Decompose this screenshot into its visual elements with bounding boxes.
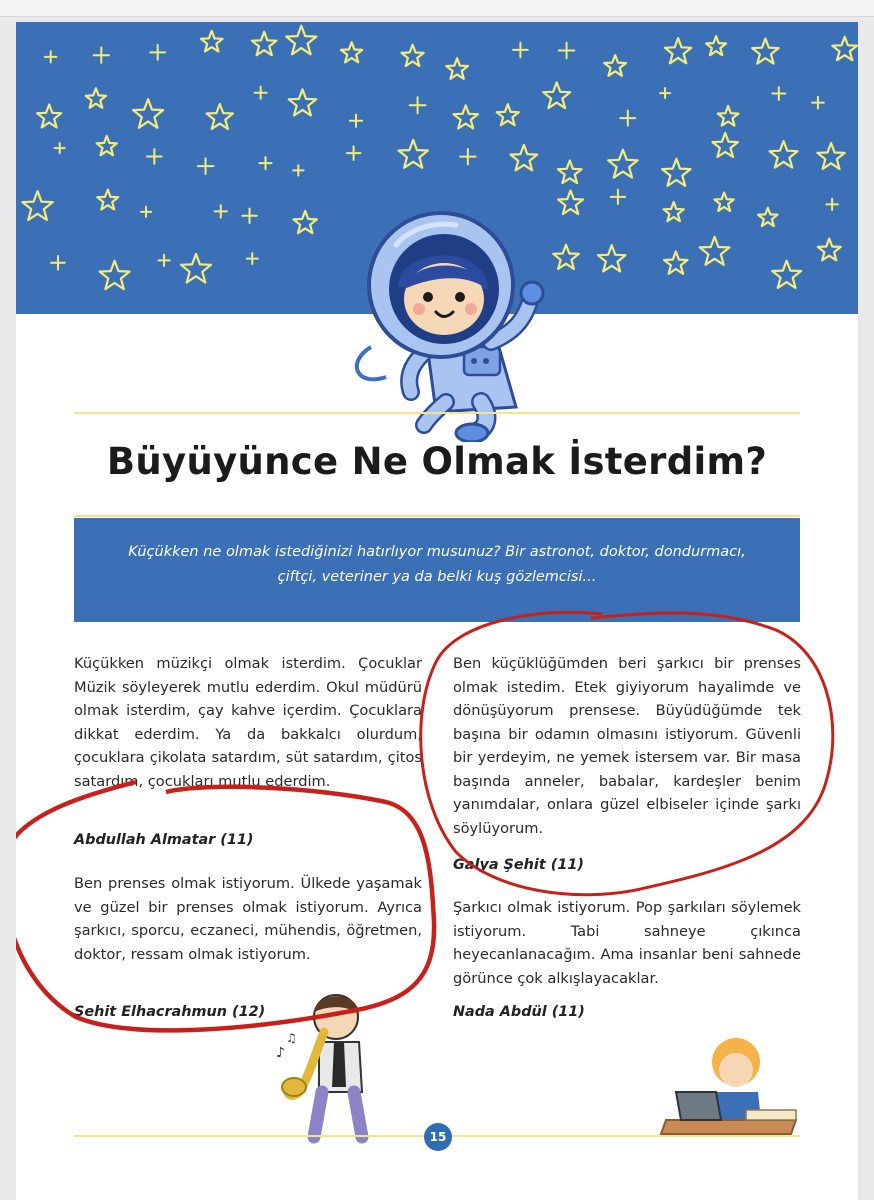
star-icon [215,205,227,217]
star-icon [832,37,857,60]
star-icon [772,261,801,288]
star-icon [664,252,687,274]
intro-line-2: çiftçi, veteriner ya da belki kuş gözlemcisi... [277,569,597,585]
star-icon [608,150,638,178]
star-icon [818,239,841,261]
entry-text-3: Ben küçüklüğümden beri şarkıcı bir prenses olmak istedim. Etek giyiyorum hayalimde ve dönüşüyorum prensese. Büyüdüğümde tek başına bir odamın olmasını istiyorum. Güvenli bir yerdeyim, ne yemek istersem var. Bir masa başında anneler, babalar, kardeşler benim yanımdalar, onlara güzel elbiseler içinde şarkı söylüyorum. [453,655,801,837]
star-icon [181,254,211,283]
entry-author-3: Galya Şehit (11) [453,857,584,873]
star-icon [752,39,778,64]
page-title: Büyüyünce Ne Olmak İsterdim? [106,440,768,483]
star-icon [665,38,691,63]
star-icon [700,237,730,265]
star-icon [45,51,56,62]
star-icon [242,209,256,223]
star-icon [286,26,316,55]
star-icon [497,104,519,125]
star-icon [293,211,317,233]
star-icon [718,106,739,126]
star-icon [133,99,163,128]
star-icon [55,143,65,153]
star-icon [446,58,468,79]
star-icon [252,32,277,55]
entry-author-2: Şehit Elhacrahmun (12) [74,1004,266,1020]
star-icon [706,36,726,55]
star-icon [817,143,844,169]
star-icon [604,55,626,76]
star-icon [158,255,169,266]
star-icon [341,42,362,62]
star-icon [758,208,777,226]
star-icon [259,157,271,169]
star-icon [347,146,361,160]
divider-intro [74,515,800,517]
star-icon [247,253,258,264]
top-strip [0,0,874,17]
star-icon [150,45,165,60]
star-icon [460,149,475,164]
star-icon [97,190,118,210]
svg-text:♪: ♪ [276,1045,285,1061]
star-icon [558,161,582,184]
svg-text:♫: ♫ [286,1031,297,1045]
entry-text-4: Şarkıcı olmak istiyorum. Pop şarkıları söylemek istiyorum. Tabi sahneye çıkınca heyecanlanacağım. Ama insanlar beni sahnede görünce çok alkışlayacaklar. [453,899,801,987]
page-number: 15 [424,1123,452,1151]
star-icon [201,31,223,52]
entry-author-4: Nada Abdül (11) [453,1004,585,1020]
star-icon [141,207,151,217]
star-icon [289,89,317,115]
star-icon [812,97,824,109]
boy-laptop-illustration [646,1022,806,1142]
star-icon [410,97,426,113]
star-icon [660,88,670,98]
star-icon [611,190,625,204]
star-icon [86,88,107,108]
intro-box [74,518,800,622]
star-icon [100,261,130,289]
star-icon [147,149,162,164]
star-icon [511,145,538,170]
star-icon [94,48,109,63]
star-icon [770,141,798,168]
entry-text-2: Ben prenses olmak istiyorum. Ülkede yaşamak ve güzel bir prenses olmak istiyorum. Ayrıca şarkıcı, sporcu, eczaneci, mühendis, öğretmen, doktor, ressam olmak istiyorum. [74,875,422,963]
star-icon [559,43,575,59]
star-icon [350,115,362,127]
star-icon [399,140,428,168]
star-icon [402,45,424,66]
star-icon [664,202,684,221]
star-icon [826,199,837,210]
star-icon [198,158,214,174]
star-icon [598,245,626,271]
star-icon [255,87,267,99]
magazine-page [16,22,858,1200]
star-icon [713,133,738,157]
star-icon [513,43,528,58]
entry-author-1: Abdullah Almatar (11) [74,832,254,848]
star-icon [662,159,691,186]
star-icon [543,82,570,108]
divider-top [74,412,800,414]
star-icon [207,104,233,129]
star-icon [51,256,65,270]
intro-line-1: Küçükken ne olmak istediğinizi hatırlıyor musunuz? Bir astronot, doktor, dondurmacı, [128,544,746,560]
star-icon [454,105,478,128]
saxophone-player-illustration [274,987,384,1147]
entry-text-1: Küçükken müzikçi olmak isterdim. Çocuklar Müzik söyleyerek mutlu ederdim. Okul müdürü olmak isterdim, çay kahve içerdim. Çocuklara dikkat ederdim. Ya da bakkalcı olurdum, çocuklara çikolata satardım, süt satardım, çitos satardım, çocukları mutlu ederdim. [74,655,422,790]
star-icon [37,105,61,128]
star-icon [293,165,303,175]
star-icon [97,136,117,155]
astronaut-illustration [316,197,576,442]
star-icon [715,193,734,211]
star-icon [620,111,635,126]
star-icon [772,87,785,100]
star-icon [22,191,52,220]
